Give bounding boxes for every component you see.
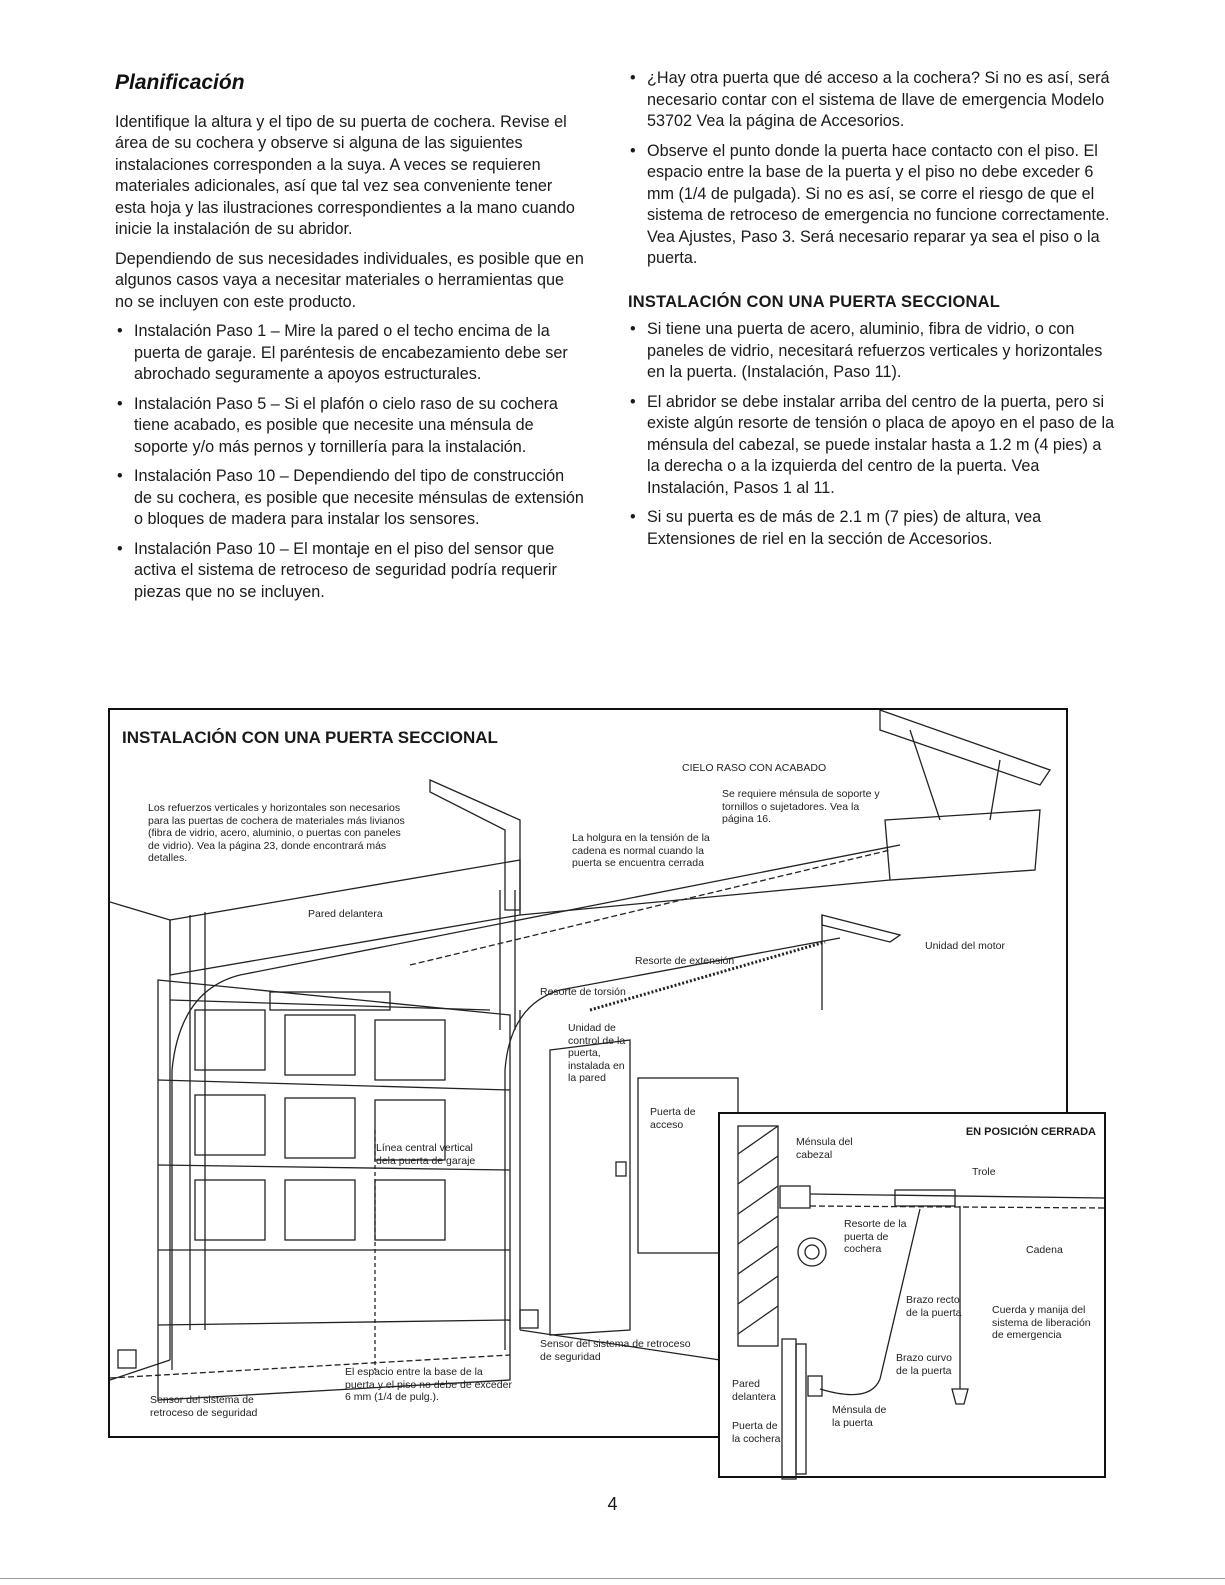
access-list [628,68,1118,270]
label-sensor-left: Sensor del sistema de retroceso de seguridad [150,1394,258,1419]
needs-paragraph: Dependiendo de sus necesidades individuales, es posible que en algunos casos vaya a necesitar materiales o herramientas que no se incluyen con este producto. [115,249,584,311]
label-brazo-curvo: Brazo curvo de la puerta [896,1352,953,1377]
label-sensor-right: Sensor del sistema de retroceso de seguridad [540,1338,691,1363]
list-item: • Si su puerta es de más de 2.1 m (7 pies) de altura, vea Extensiones de riel en la sección de Accesorios. [628,507,1118,550]
label-mensula-cabezal: Ménsula del cabezal [796,1136,853,1161]
label-puerta-acceso: Puerta de acceso [650,1106,696,1131]
label-resorte-extension: Resorte de extensión [635,955,735,967]
label-holgura: La holgura en la tensión de la cadena es normal cuando la puerta se encuentra cerrada [572,832,710,869]
planning-list [115,321,585,603]
label-trole: Trole [972,1166,996,1178]
figure-title: INSTALACIÓN CON UNA PUERTA SECCIONAL [122,728,498,747]
right-column [628,68,1118,558]
label-mensula-puerta: Ménsula de la puerta [832,1404,887,1429]
label-unidad-motor: Unidad del motor [925,940,1005,952]
label-resorte-puerta: Resorte de la puerta de cochera [844,1218,907,1255]
list-item: • Instalación Paso 1 – Mire la pared o el techo encima de la puerta de garaje. El paréntesis de encabezamiento debe ser abrochado seguramente a apoyos estructurales. [115,321,585,386]
list-item: • Instalación Paso 5 – Si el plafón o cielo raso de su cochera tiene acabado, es posible que necesite una ménsula de soporte y/o más pernos y tornillería para la instalación. [115,394,585,459]
page-number: 4 [607,1494,618,1514]
list-item: • Instalación Paso 10 – El montaje en el piso del sensor que activa el sistema de retroceso de seguridad podría requerir piezas que no se incluyen. [115,539,585,604]
label-espacio: El espacio entre la base de la puerta y el piso no debe de exceder 6 mm (1/4 de pulg.). [345,1366,512,1403]
label-cuerda: Cuerda y manija del sistema de liberación de emergencia [992,1304,1091,1341]
list-item: • Observe el punto donde la puerta hace contacto con el piso. El espacio entre la base de la puerta y el piso no debe exceder 6 mm (1/4 de pulgada). Si no es así, se corre el riesgo de que el sistema de retroceso de emergencia no funcione correctamente. Vea Ajustes, Paso 3. Será necesario reparar ya sea el piso o la puerta. [628,141,1118,270]
label-cielo-raso: CIELO RASO CON ACABADO [682,762,827,774]
label-cadena: Cadena [1026,1244,1063,1256]
label-unidad-control: Unidad de control de la puerta, instalada en la pared [568,1022,626,1084]
label-linea-central: Línea central vertical dela puerta de garaje [376,1142,476,1167]
label-refuerzos: Los refuerzos verticales y horizontales son necesarios para las puertas de cochera de materiales más livianos (fibra de vidrio, acero, aluminio, o puertas con paneles de vidrio). Vea la página 23, donde encontrará más detalles. [148,802,405,864]
closed-position-inset [718,1112,1106,1478]
label-puerta-cochera: Puerta de la cochera [732,1420,781,1445]
list-item: • Si tiene una puerta de acero, aluminio, fibra de vidrio, o con paneles de vidrio, necesitará refuerzos verticales y horizontales en la puerta. (Instalación, Paso 11). [628,319,1118,384]
label-resorte-torsion: Resorte de torsión [540,986,626,998]
list-item: • ¿Hay otra puerta que dé acceso a la cochera? Si no es así, será necesario contar con el sistema de llave de emergencia Modelo 53702 Vea la página de Accesorios. [628,68,1118,133]
label-brazo-recto: Brazo recto de la puerta [906,1294,962,1319]
section-title-planificacion: Planificación [115,71,245,94]
intro-paragraph: Identifique la altura y el tipo de su puerta de cochera. Revise el área de su cochera y observe si alguna de las siguientes instalaciones corresponden a la suya. A veces se requieren materiales adicionales, así que tal vez sea conveniente tener esta hoja y las ilustraciones correspondientes a la mano cuando inicie la instalación de su abridor. [115,112,575,238]
bottom-divider [0,1578,1225,1579]
inset-title: EN POSICIÓN CERRADA [965,1126,1096,1138]
sectional-list [628,319,1118,550]
label-mensula-soporte: Se requiere ménsula de soporte y tornillos o sujetadores. Vea la página 16. [722,788,880,825]
list-item: • Instalación Paso 10 – Dependiendo del tipo de construcción de su cochera, es posible que necesite ménsulas de extensión o bloques de madera para instalar los sensores. [115,466,585,531]
left-column [115,68,585,611]
label-pared-delantera: Pared delantera [308,908,383,920]
label-pared-delantera-inset: Pared delantera [732,1378,776,1403]
list-item: • El abridor se debe instalar arriba del centro de la puerta, pero si existe algún resorte de tensión o placa de apoyo en el paso de la ménsula del cabezal, se puede instalar hasta a 1.2 m (4 pies) a la derecha o a la izquierda del centro de la puerta. Vea Instalación, Pasos 1 al 11. [628,392,1118,500]
section-heading-sectional: INSTALACIÓN CON UNA PUERTA SECCIONAL [628,292,1001,311]
